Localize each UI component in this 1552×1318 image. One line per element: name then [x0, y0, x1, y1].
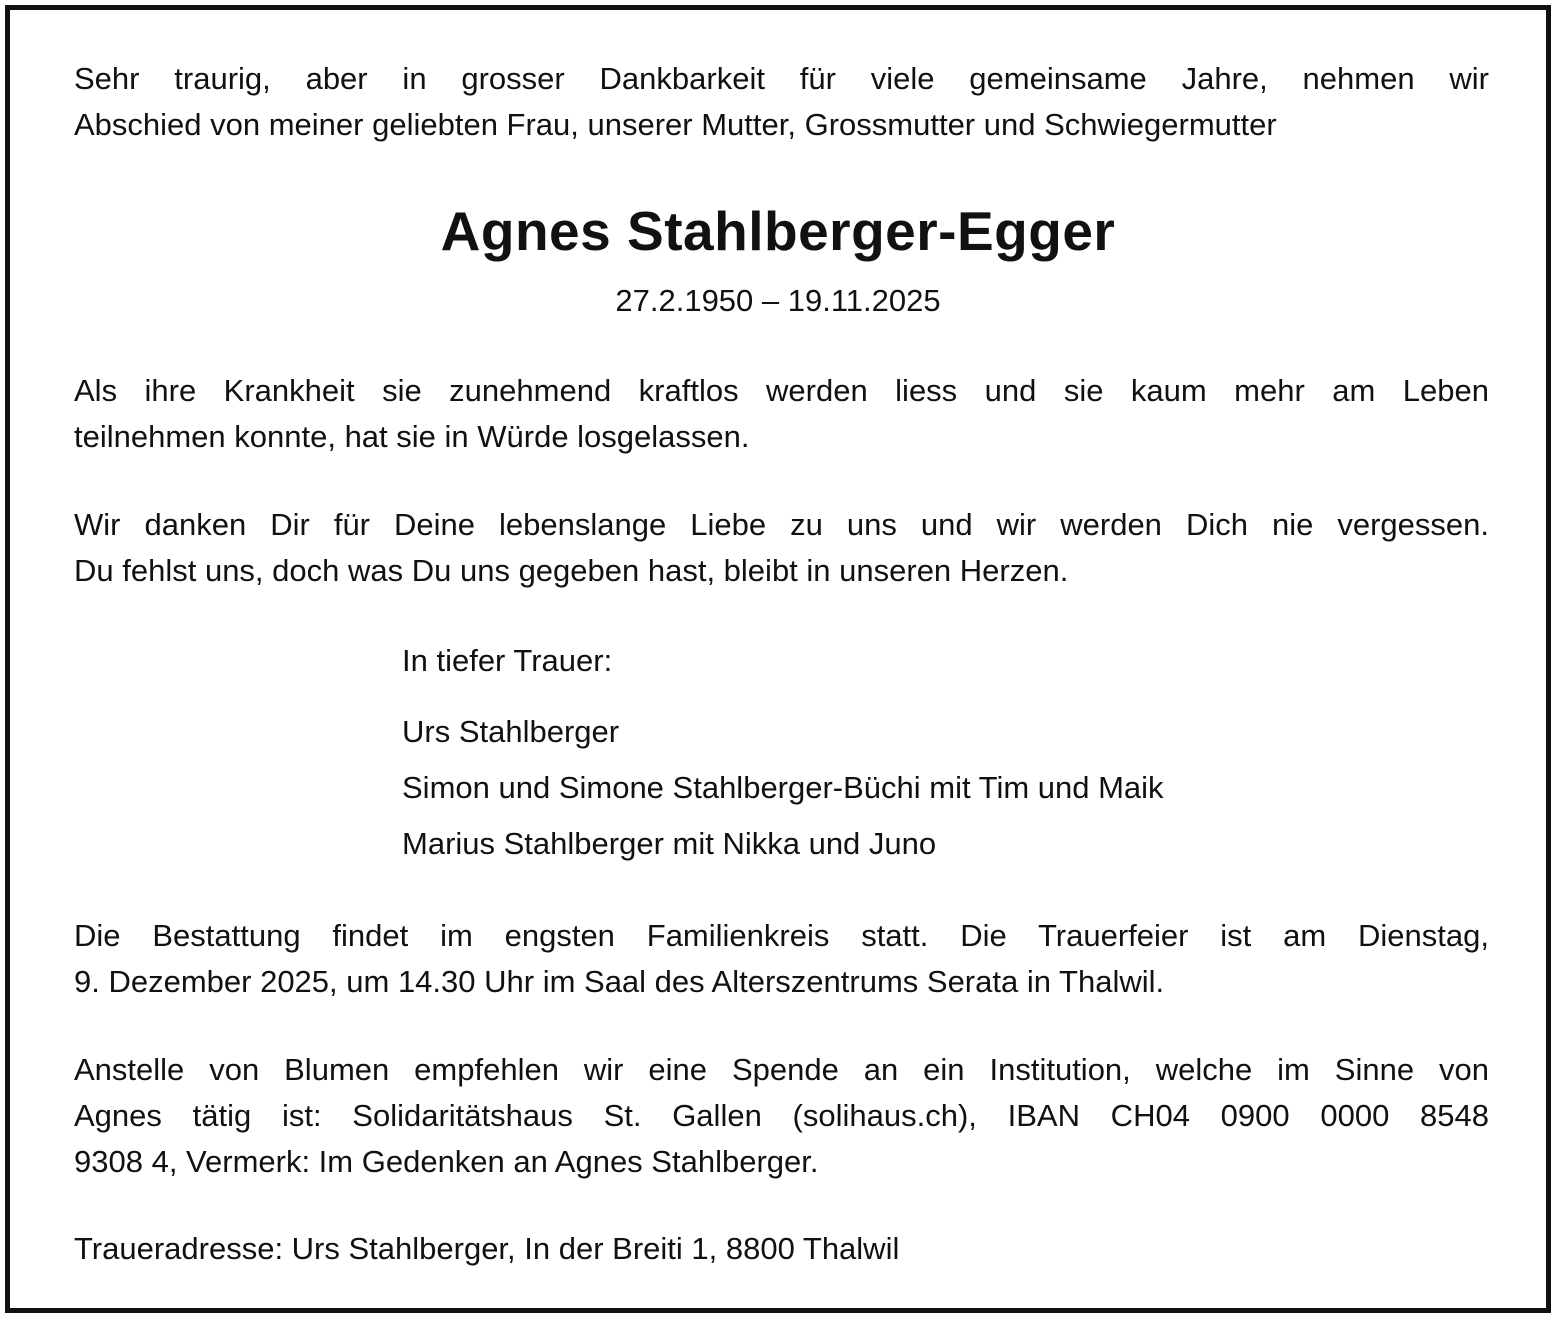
intro-line-2: Abschied von meiner geliebten Frau, unserer Mutter, Grossmutter und Schwiegermutter	[74, 107, 1277, 142]
mourners-label: In tiefer Trauer:	[402, 643, 613, 678]
donation-line-2: Agnes tätig ist: Solidaritätshaus St. Gallen (solihaus.ch), IBAN CH04 0900 0000 8548	[74, 1098, 1489, 1133]
donation-paragraph	[74, 1047, 1489, 1185]
mourners-block	[402, 638, 1164, 872]
deceased-name: Agnes Stahlberger-Egger	[440, 200, 1116, 262]
donation-line-3: 9308 4, Vermerk: Im Gedenken an Agnes Stahlberger.	[74, 1144, 819, 1179]
illness-line-2: teilnehmen konnte, hat sie in Würde losgelassen.	[74, 419, 750, 454]
address-paragraph	[74, 1226, 1489, 1272]
thanks-paragraph	[74, 502, 1489, 594]
funeral-paragraph	[74, 913, 1489, 1005]
intro-line-1: Sehr traurig, aber in grosser Dankbarkeit für viele gemeinsame Jahre, nehmen wir	[74, 61, 1489, 96]
illness-line-1: Als ihre Krankheit sie zunehmend kraftlos werden liess und sie kaum mehr am Leben	[74, 373, 1489, 408]
illness-paragraph	[74, 368, 1489, 460]
thanks-line-2: Du fehlst uns, doch was Du uns gegeben hast, bleibt in unseren Herzen.	[74, 553, 1069, 588]
intro-paragraph	[74, 56, 1489, 148]
funeral-line-2: 9. Dezember 2025, um 14.30 Uhr im Saal des Alterszentrums Serata in Thalwil.	[74, 964, 1165, 999]
funeral-line-1: Die Bestattung findet im engsten Familienkreis statt. Die Trauerfeier ist am Dienstag,	[74, 918, 1489, 953]
donation-line-1: Anstelle von Blumen empfehlen wir eine Spende an ein Institution, welche im Sinne von	[74, 1052, 1489, 1087]
mourning-address: Traueradresse: Urs Stahlberger, In der Breiti 1, 8800 Thalwil	[74, 1231, 900, 1266]
obituary-frame	[5, 5, 1551, 1313]
life-dates: 27.2.1950 – 19.11.2025	[615, 283, 941, 318]
mourner-name: Urs Stahlberger	[402, 714, 620, 749]
mourner-name: Marius Stahlberger mit Nikka und Juno	[402, 826, 937, 861]
thanks-line-1: Wir danken Dir für Deine lebenslange Liebe zu uns und wir werden Dich nie vergessen.	[74, 507, 1489, 542]
mourner-name: Simon und Simone Stahlberger-Büchi mit Tim und Maik	[402, 770, 1164, 805]
